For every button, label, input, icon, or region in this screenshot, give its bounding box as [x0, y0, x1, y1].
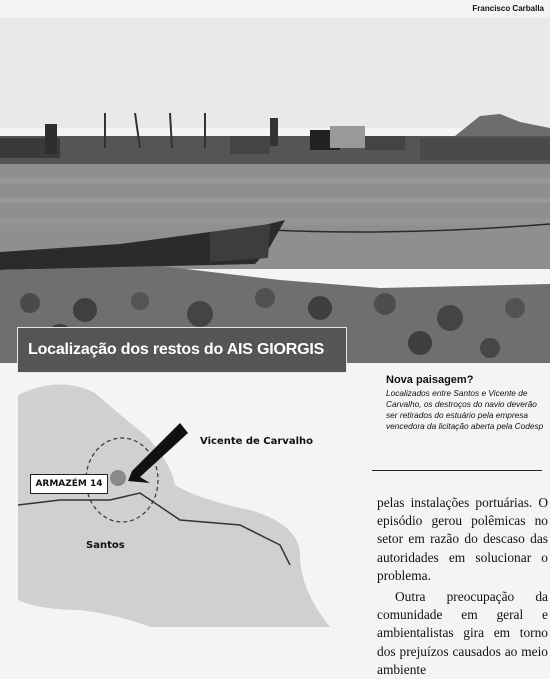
article-paragraph-2: Outra preocupação da comunidade em geral e ambientalistas gira em torno dos prejuízos causados ao meio ambiente: [377, 589, 548, 677]
caption-divider: [372, 470, 542, 471]
shipwreck-photo: [0, 18, 550, 363]
article-paragraph-1: pelas instalações portuárias. O episódio gerou polêmicas no setor em razão do descaso das autoridades em solucionar o problema.: [377, 495, 548, 583]
label-santos: Santos: [86, 540, 125, 551]
label-vicente-de-carvalho: Vicente de Carvalho: [200, 436, 313, 447]
caption-text: Localizados entre Santos e Vicente de Carvalho, os destroços do navio deverão ser retirados do estuário pela empresa vencedora da licitação aberta pela Codesp: [386, 388, 544, 431]
photo-caption: [386, 374, 546, 432]
caption-heading: Nova paisagem?: [386, 374, 474, 386]
location-map: [0, 375, 355, 627]
map-title-banner: [17, 327, 347, 373]
photo-credit: Francisco Carballa: [472, 4, 544, 13]
label-armazem-14: ARMAZÉM 14: [30, 474, 108, 494]
map-title: Localização dos restos do AIS GIORGIS: [28, 341, 325, 358]
article-body: [377, 494, 548, 679]
